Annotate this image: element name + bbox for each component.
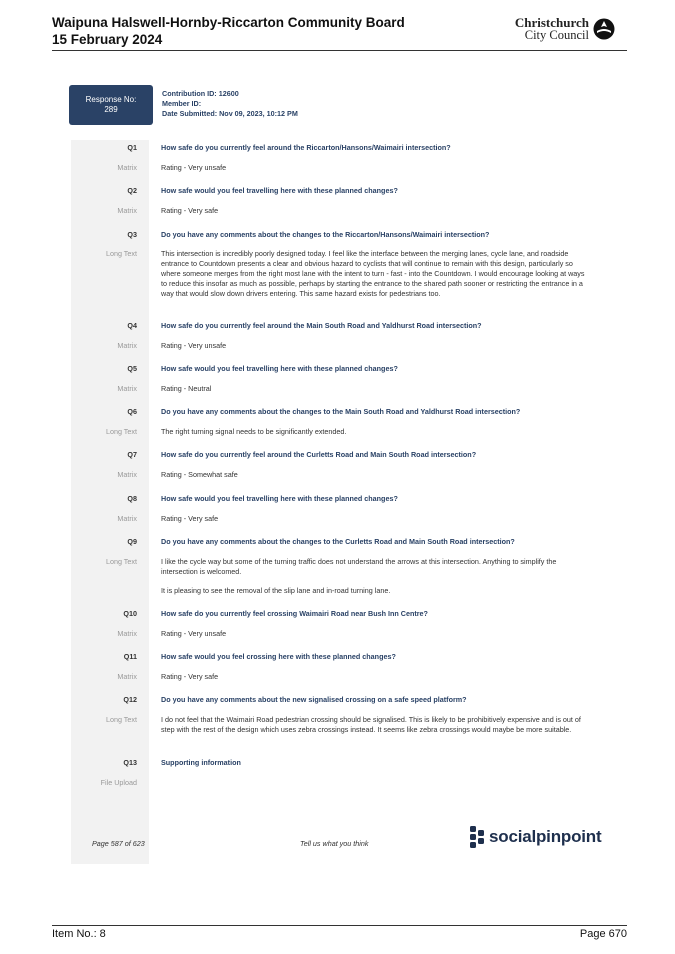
answer-row [71,715,591,735]
question-number: Q7 [127,450,137,459]
question-row [71,186,591,196]
question-row [71,494,591,504]
date-label: Date Submitted: [162,109,218,118]
question-number: Q13 [123,758,137,767]
answer-text: Rating - Very unsafe [161,163,227,172]
question-number: Q2 [127,186,137,195]
council-emblem-icon [593,18,615,40]
answer-text: This intersection is incredibly poorly designed today. I feel like the interface between the merging lanes, cycle lane, and roadside entrance to Countdown presents a clear and obvious hazard to cyclists that will continue to remain with this design, particularly so where someone merges from the right most lane with the intent to turn - fast - into the Countdown. I would encourage looking at ways to reduce this insofar as much as possible, perhaps by starting the entrance to the shared path sooner or restricting the entrance in a way that would slow down drivers entering. This same hazard exists for pedestrians too. [161,249,585,298]
question-text: How safe do you currently feel around the Riccarton/Hansons/Waimairi intersection? [161,143,451,152]
answer-type: File Upload [100,778,137,787]
answer-text: Rating - Very safe [161,672,219,681]
response-metadata [162,89,298,119]
answer-type: Matrix [117,341,137,350]
answer-text: Rating - Very safe [161,514,219,523]
answer-text: It is pleasing to see the removal of the slip lane and in-road turning lane. [161,586,391,595]
answer-row [71,341,591,351]
answer-row [71,514,591,524]
question-number: Q5 [127,364,137,373]
question-text: How safe would you feel travelling here with these planned changes? [161,494,398,503]
meeting-date: 15 February 2024 [52,32,163,47]
item-number: Item No.: 8 [52,928,106,940]
answer-type: Long Text [105,557,137,566]
contribution-label: Contribution ID: [162,89,217,98]
answer-row [71,427,591,437]
question-text: How safe would you feel travelling here with these planned changes? [161,186,398,195]
question-number: Q11 [123,652,137,661]
question-row [71,143,591,153]
answer-row [71,163,591,173]
question-row [71,321,591,331]
question-number: Q10 [123,609,137,618]
answer-text: Rating - Very unsafe [161,341,227,350]
question-row [71,537,591,547]
answer-text: I like the cycle way but some of the turning traffic does not understand the arrows at this intersection. Anything to simplify the intersection is welcomed. [161,557,557,576]
question-text: Do you have any comments about the changes to the Main South Road and Yaldhurst Road intersection? [161,407,521,416]
question-row [71,695,591,705]
answer-row [71,778,591,788]
answer-row [71,557,591,577]
answer-text [149,778,591,788]
question-number: Q1 [127,143,137,152]
question-number: Q8 [127,494,137,503]
answer-row [71,206,591,216]
footer-rule [52,925,627,926]
socialpinpoint-mark-icon [470,826,484,848]
question-text: How safe do you currently feel crossing Waimairi Road near Bush Inn Centre? [161,609,428,618]
answer-row [71,249,591,299]
answer-type: Long Text [105,249,137,258]
member-label: Member ID: [162,99,202,108]
answer-type: Matrix [117,384,137,393]
inner-page-number: Page 587 of 623 [92,839,145,848]
date-submitted: Nov 09, 2023, 10:12 PM [219,109,298,118]
answer-row [71,586,591,596]
contribution-id: 12600 [218,89,239,98]
answer-text: Rating - Very safe [161,206,219,215]
question-text: Do you have any comments about the changes to the Curletts Road and Main South Road intersection? [161,537,515,546]
question-text: How safe do you currently feel around the Curletts Road and Main South Road intersection? [161,450,477,459]
question-row [71,758,591,768]
document-header [52,14,405,48]
socialpinpoint-logo [470,826,601,848]
question-row [71,407,591,417]
answer-row [71,470,591,480]
logo-line1: Christchurch [514,15,589,30]
question-text: How safe would you feel crossing here with these planned changes? [161,652,396,661]
question-number: Q3 [127,230,137,239]
answer-text: Rating - Very unsafe [161,629,227,638]
answer-text: Rating - Neutral [161,384,212,393]
answer-text: I do not feel that the Waimairi Road pedestrian crossing should be signalised. This is likely to be prohibitively expensive and is out of step with the rest of the design which uses zebra crossings instead. It seems like zebra crossings would maybe be more suitable. [161,715,581,734]
response-number: 289 [104,105,118,114]
header-rule [52,50,627,51]
question-number: Q4 [127,321,137,330]
response-badge [69,85,153,125]
answer-type: Matrix [117,514,137,523]
answer-type: Matrix [117,206,137,215]
question-text: How safe would you feel travelling here with these planned changes? [161,364,398,373]
answer-text: Rating - Somewhat safe [161,470,238,479]
answer-type: Long Text [105,427,137,436]
question-text: Do you have any comments about the new signalised crossing on a safe speed platform? [161,695,467,704]
question-number: Q9 [127,537,137,546]
answer-type: Matrix [117,163,137,172]
question-row [71,609,591,619]
page-number: Page 670 [579,928,627,940]
answer-row [71,629,591,639]
answer-type: Matrix [117,470,137,479]
question-row [71,450,591,460]
response-label: Response No: [85,95,137,104]
question-row [71,230,591,240]
answer-text: The right turning signal needs to be significantly extended. [161,427,347,436]
answer-row [71,384,591,394]
board-name: Waipuna Halswell-Hornby-Riccarton Community Board [52,15,405,30]
logo-line2: City Council [524,28,589,42]
answer-type: Long Text [105,715,137,724]
council-logo [515,16,615,42]
question-number: Q6 [127,407,137,416]
question-row [71,364,591,374]
answer-type: Matrix [117,629,137,638]
question-row [71,652,591,662]
brand-name: socialpinpoint [489,827,602,846]
question-text: Supporting information [161,758,241,767]
tagline: Tell us what you think [300,839,369,848]
answer-row [71,672,591,682]
question-text: Do you have any comments about the changes to the Riccarton/Hansons/Waimairi intersection? [161,230,490,239]
question-number: Q12 [123,695,137,704]
answer-type: Matrix [117,672,137,681]
question-text: How safe do you currently feel around the Main South Road and Yaldhurst Road intersection? [161,321,482,330]
